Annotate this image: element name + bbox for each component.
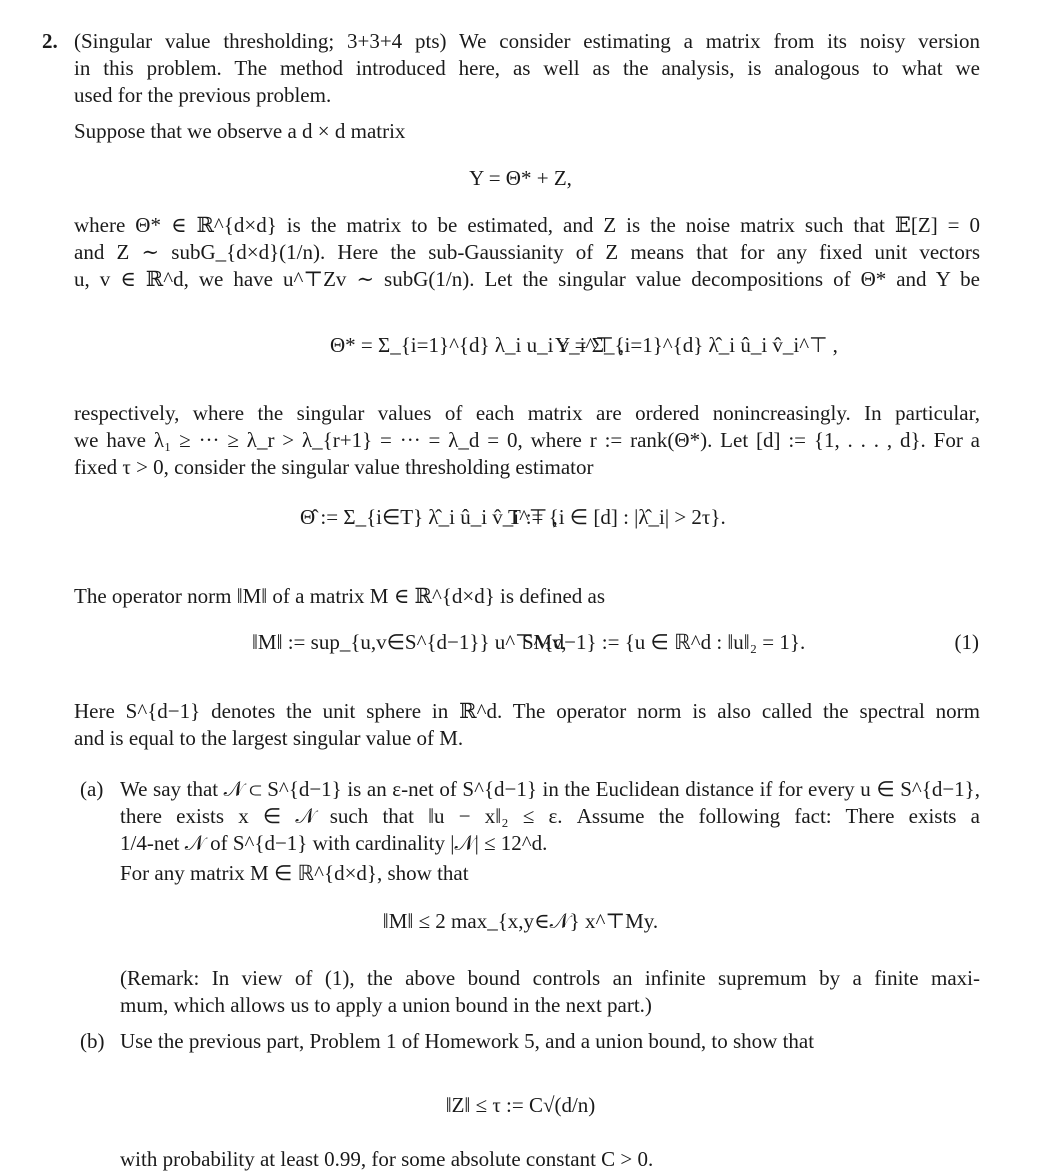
intro-line-3: used for the previous problem. [74, 83, 332, 107]
part-a-line-3: 1/4-net 𝒩 of S^{d−1} with cardinality |𝒩| ≤ 12^d. [120, 831, 548, 855]
part-a-line-4: For any matrix M ∈ ℝ^{d×d}, show that [120, 861, 469, 885]
respectively-line-1: respectively, where the singular values of each matrix are ordered nonincreasingly. In particular, [74, 401, 980, 425]
operator-norm-line: The operator norm ‖M‖ of a matrix M ∈ ℝ^{d×d} is defined as [74, 584, 606, 608]
part-a-equation: ‖M‖ ≤ 2 max_{x,y∈𝒩} x^⊤My. [382, 909, 659, 933]
problem-number: 2. [42, 29, 58, 53]
equation-observation: Y = Θ* + Z, [469, 166, 572, 190]
equation-threshold-set: T := {i ∈ [d] : |λ̂_i| > 2τ}. [508, 505, 726, 529]
equation-unit-sphere: S^{d−1} := {u ∈ ℝ^d : ‖u‖₂ = 1}. [522, 630, 806, 654]
part-b-final-line: with probability at least 0.99, for some absolute constant C > 0. [120, 1147, 654, 1171]
respectively-line-3: fixed τ > 0, consider the singular value thresholding estimator [74, 455, 594, 479]
part-a-remark-line-1: (Remark: In view of (1), the above bound controls an infinite supremum by a finite maxi- [120, 966, 980, 990]
part-a-remark-line-2: mum, which allows us to apply a union bound in the next part.) [120, 993, 652, 1017]
respectively-line-2: we have λ₁ ≥ ··· ≥ λ_r > λ_{r+1} = ··· = λ_d = 0, where r := rank(Θ*). Let [d] := {1, . . . , d}. For a [74, 428, 980, 452]
equation-svd-theta: Θ* = Σ_{i=1}^{d} λ_i u_i v_i^⊤ , [330, 333, 625, 357]
where-line-1: where Θ* ∈ ℝ^{d×d} is the matrix to be estimated, and Z is the noise matrix such that 𝔼[Z] = 0 [74, 213, 980, 237]
equation-operator-norm: ‖M‖ := sup_{u,v∈S^{d−1}} u^⊤Mv, [252, 630, 567, 654]
intro-line-2: in this problem. The method introduced here, as well as the analysis, is analogous to what we [74, 56, 980, 80]
equation-estimator: Θ̂ := Σ_{i∈T} λ̂_i û_i v̂_i^⊤ , [300, 505, 558, 529]
equation-svd-y: Y = Σ_{i=1}^{d} λ̂_i û_i v̂_i^⊤ , [555, 333, 838, 357]
intro-line-1: (Singular value thresholding; 3+3+4 pts) We consider estimating a matrix from its noisy version [74, 29, 980, 53]
part-b-line: Use the previous part, Problem 1 of Homework 5, and a union bound, to show that [120, 1029, 815, 1053]
part-b-label: (b) [80, 1029, 105, 1053]
where-line-2: and Z ∼ subG_{d×d}(1/n). Here the sub-Gaussianity of Z means that for any fixed unit vectors [74, 240, 980, 264]
where-line-3: u, v ∈ ℝ^d, we have u^⊤Zv ∼ subG(1/n). Let the singular value decompositions of Θ* and Y be [74, 267, 980, 291]
here-line-2: and is equal to the largest singular value of M. [74, 726, 464, 750]
suppose-line: Suppose that we observe a d × d matrix [74, 119, 406, 143]
equation-number: (1) [954, 630, 979, 654]
part-b-equation: ‖Z‖ ≤ τ := C√(d/n) [445, 1093, 596, 1117]
part-a-line-1: We say that 𝒩 ⊂ S^{d−1} is an ε-net of S^{d−1} in the Euclidean distance if for every u ∈ S^{d−1}, [120, 777, 980, 801]
here-line-1: Here S^{d−1} denotes the unit sphere in ℝ^d. The operator norm is also called the spectral norm [74, 699, 980, 723]
part-a-line-2: there exists x ∈ 𝒩 such that ‖u − x‖₂ ≤ ε. Assume the following fact: There exists a [120, 804, 980, 828]
part-a-label: (a) [80, 777, 104, 801]
